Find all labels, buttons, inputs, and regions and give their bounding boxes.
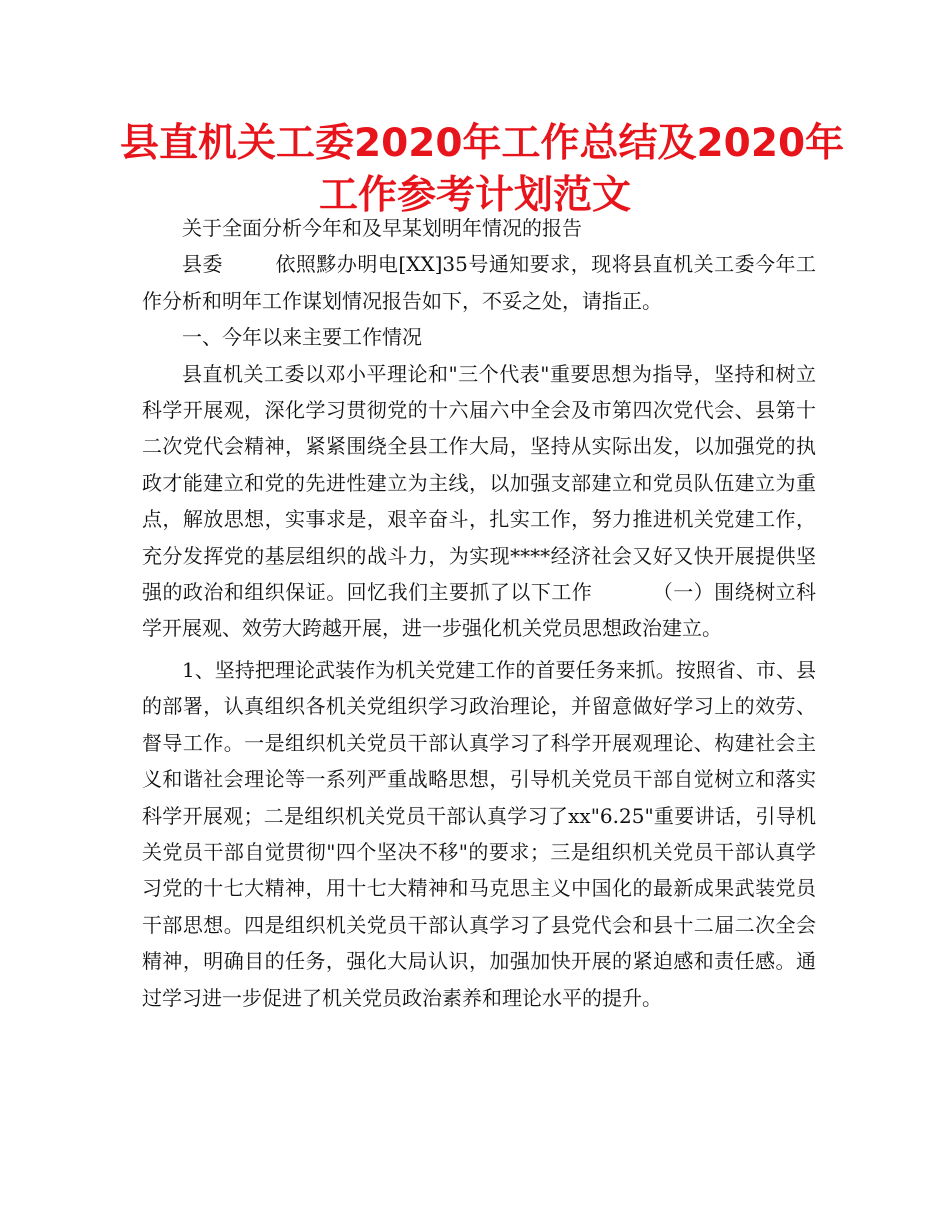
sub-item-text: （一）围绕树立科学开展观、效劳大跨越开展，进一步强化机关党员思想政治建立。	[142, 580, 817, 641]
title-line-1: 县直机关工委2020年工作总结及2020年	[120, 121, 845, 166]
document-body	[142, 210, 816, 1016]
opening-paragraph	[142, 246, 816, 319]
main-work-paragraph	[142, 356, 816, 647]
document-title	[120, 118, 845, 222]
main-work-text: 县直机关工委以邓小平理论和"三个代表"重要思想为指导，坚持和树立科学开展观，深化学习贯彻党的十六届六中全会及市第四次党代会、县第十二次党代会精神，紧紧围绕全县工作大局，坚持从实际出发，以加强党的执政才能建立和党的先进性建立为主线，以加强支部建立和党员队伍建立为重点，解放思想，实事求是，艰辛奋斗，扎实工作，努力推进机关党建工作，充分发挥党的基层组织的战斗力，为实现****经济社会又好又快开展提供坚强的政治和组织保证。回忆我们主要抓了以下工作	[142, 361, 816, 605]
report-title: 关于全面分析今年和及早某划明年情况的报告	[182, 216, 582, 240]
opening-text: 依照黟办明电[XX]35号通知要求，现将县直机关工委今年工作分析和明年工作谋划情况报告如下，不妥之处，请指正。	[142, 252, 817, 313]
addressee: 县委	[182, 252, 223, 277]
title-line-2: 工作参考计划范文	[318, 173, 631, 218]
section-heading: 一、今年以来主要工作情况	[182, 325, 422, 350]
point-one-paragraph: 1、坚持把理论武装作为机关党建工作的首要任务来抓。按照省、市、县的部署，认真组织各机关党组织学习政治理论，并留意做好学习上的效劳、督导工作。一是组织机关党员干部认真学习了科学开展观理论、构建社会主义和谐社会理论等一系列严重战略思想，引导机关党员干部自觉树立和落实科学开展观；二是组织机关党员干部认真学习了xx"6.25"重要讲话，引导机关党员干部自觉贯彻"四个坚决不移"的要求；三是组织机关党员干部认真学习党的十七大精神，用十七大精神和马克思主义中国化的最新成果武装党员干部思想。四是组织机关党员干部认真学习了县党代会和县十二届二次全会精神，明确目的任务，强化大局认识，加强加快开展的紧迫感和责任感。通过学习进一步促进了机关党员政治素养和理论水平的提升。	[142, 657, 816, 1010]
